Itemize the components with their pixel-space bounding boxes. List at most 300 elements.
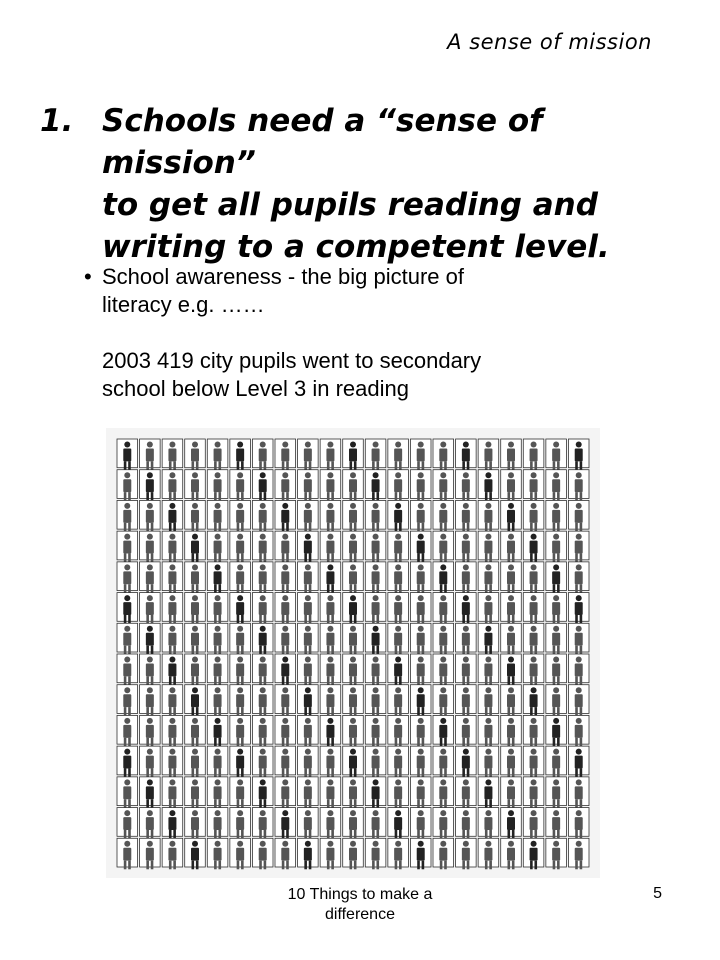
pupil-figure-icon (456, 808, 477, 839)
pupil-figure-icon (478, 685, 499, 716)
pupil-figure-icon (298, 685, 319, 716)
pupil-figure-icon (320, 623, 341, 654)
pupil-figure-icon (343, 562, 364, 593)
pupil-figure-icon (343, 470, 364, 501)
pupil-figure-icon (478, 654, 499, 685)
pupil-figure-icon (523, 715, 544, 746)
pupil-figure-icon (478, 715, 499, 746)
pupil-figure-icon (523, 623, 544, 654)
pupil-figure-icon (546, 562, 567, 593)
pupil-figure-icon (546, 777, 567, 808)
page-number: 5 (653, 885, 662, 902)
pupil-figure-icon (230, 470, 251, 501)
pupil-figure-icon (298, 623, 319, 654)
pupil-figure-icon (320, 746, 341, 777)
pupil-figure-icon (456, 746, 477, 777)
pupil-figure-icon (388, 623, 409, 654)
pupil-figure-icon (252, 470, 273, 501)
pupil-figure-icon (117, 654, 138, 685)
pupil-figure-icon (433, 593, 454, 624)
pupil-figure-icon (365, 838, 386, 869)
pupil-figure-icon (410, 531, 431, 562)
pupil-figure-icon (546, 715, 567, 746)
heading-number: 1. (40, 103, 74, 139)
pupil-figure-icon (140, 838, 161, 869)
pupil-figure-icon (456, 623, 477, 654)
pupil-figure-icon (207, 562, 228, 593)
pupil-figure-icon (140, 593, 161, 624)
pupil-figure-icon (320, 500, 341, 531)
pupil-figure-icon (433, 685, 454, 716)
pupil-figure-icon (252, 838, 273, 869)
pupil-figure-icon (230, 746, 251, 777)
pupil-figure-icon (320, 562, 341, 593)
pupil-figure-icon (410, 777, 431, 808)
pupil-figure-icon (433, 623, 454, 654)
pupil-figure-icon (568, 562, 589, 593)
pupil-figure-icon (388, 439, 409, 470)
pupil-figure-icon (456, 500, 477, 531)
pupil-figure-icon (275, 623, 296, 654)
pupil-figure-icon (433, 500, 454, 531)
pupil-figure-icon (388, 777, 409, 808)
pupil-figure-icon (117, 777, 138, 808)
pupil-figure-icon (501, 531, 522, 562)
pupil-figure-icon (207, 654, 228, 685)
pupil-figure-icon (410, 593, 431, 624)
pupil-figure-icon (568, 685, 589, 716)
pupil-figure-icon (207, 500, 228, 531)
pupil-figure-icon (568, 654, 589, 685)
pupil-figure-icon (117, 593, 138, 624)
pupil-figure-icon (140, 531, 161, 562)
pupil-figure-icon (523, 777, 544, 808)
pupil-figure-icon (230, 838, 251, 869)
pupil-figure-icon (117, 685, 138, 716)
pupil-figure-icon (117, 715, 138, 746)
pupil-grid-svg (106, 428, 600, 878)
pupil-figure-icon (523, 654, 544, 685)
pupil-figure-icon (140, 470, 161, 501)
pupil-figure-icon (162, 439, 183, 470)
bullet-marker: • (84, 264, 92, 289)
heading-line-1: Schools need a “sense of mission” (102, 103, 543, 181)
pupil-figure-icon (298, 808, 319, 839)
pupil-figure-icon (162, 808, 183, 839)
pupil-figure-icon (546, 654, 567, 685)
pupil-figure-icon (343, 838, 364, 869)
pupil-figure-icon (501, 500, 522, 531)
pupil-figure-icon (230, 623, 251, 654)
pupil-figure-icon (388, 500, 409, 531)
pupil-figure-icon (501, 654, 522, 685)
pupil-figure-icon (433, 531, 454, 562)
pupil-figure-icon (568, 623, 589, 654)
pupil-figure-icon (343, 654, 364, 685)
pupil-figure-icon (388, 531, 409, 562)
pupil-figure-icon (162, 654, 183, 685)
pupil-figure-icon (275, 808, 296, 839)
pupil-figure-icon (230, 777, 251, 808)
pupil-figure-icon (388, 715, 409, 746)
pupil-figure-icon (433, 715, 454, 746)
pupil-figure-icon (365, 531, 386, 562)
pupil-figure-icon (230, 500, 251, 531)
pupil-figure-icon (162, 623, 183, 654)
pupil-figure-icon (140, 623, 161, 654)
pupil-figure-icon (117, 500, 138, 531)
pupil-figure-icon (546, 746, 567, 777)
pupil-figure-icon (140, 654, 161, 685)
pupil-figure-icon (207, 439, 228, 470)
footer-line-1: 10 Things to make a (287, 886, 433, 903)
pupil-figure-icon (478, 593, 499, 624)
pupil-figure-icon (456, 715, 477, 746)
pupil-figure-icon (433, 439, 454, 470)
pupil-figure-icon (478, 746, 499, 777)
pupil-figure-icon (207, 808, 228, 839)
pupil-figure-icon (388, 746, 409, 777)
pupil-figure-icon (523, 531, 544, 562)
pupil-figure-icon (365, 746, 386, 777)
pupil-figure-icon (252, 531, 273, 562)
pupil-figure-icon (298, 715, 319, 746)
pupil-figure-icon (185, 439, 206, 470)
pupil-figure-icon (117, 531, 138, 562)
pupil-figure-icon (343, 623, 364, 654)
pupil-figure-icon (365, 439, 386, 470)
pupil-figure-icon (410, 746, 431, 777)
pupil-figure-icon (207, 593, 228, 624)
pupil-figure-icon (275, 838, 296, 869)
pupil-figure-icon (140, 562, 161, 593)
pupil-figure-icon (207, 531, 228, 562)
pupil-figure-icon (320, 470, 341, 501)
pupil-figure-icon (410, 562, 431, 593)
pupil-figure-icon (523, 838, 544, 869)
pupil-figure-icon (568, 531, 589, 562)
pupil-figure-icon (410, 439, 431, 470)
bullet-line-2: literacy e.g. …… (102, 292, 265, 317)
pupil-figure-icon (523, 593, 544, 624)
pupil-figure-icon (501, 808, 522, 839)
pupil-figure-icon (501, 593, 522, 624)
pupil-figure-icon (568, 838, 589, 869)
pupil-figure-icon (365, 500, 386, 531)
pupil-figure-icon (388, 838, 409, 869)
pupil-figure-icon (320, 808, 341, 839)
pupil-figure-icon (298, 838, 319, 869)
pupil-figure-icon (207, 623, 228, 654)
pupil-figure-icon (275, 439, 296, 470)
pupil-figure-icon (207, 777, 228, 808)
pupil-figure-icon (478, 808, 499, 839)
footer-title (250, 885, 470, 925)
pupil-figure-icon (388, 685, 409, 716)
pupil-figure-icon (365, 470, 386, 501)
pupil-figure-icon (568, 500, 589, 531)
pupil-figure-icon (275, 562, 296, 593)
pupil-figure-icon (275, 470, 296, 501)
pupil-figure-icon (162, 500, 183, 531)
pupil-figure-icon (410, 715, 431, 746)
pupil-figure-icon (117, 808, 138, 839)
pupil-figure-icon (162, 777, 183, 808)
pupil-figure-icon (365, 808, 386, 839)
pupil-figure-icon (433, 808, 454, 839)
bullet-line-4: school below Level 3 in reading (102, 376, 409, 401)
pupil-figure-icon (523, 500, 544, 531)
pupil-figure-icon (365, 715, 386, 746)
pupil-figure-icon (478, 470, 499, 501)
pupil-figure-icon (320, 531, 341, 562)
pupil-figure-icon (523, 439, 544, 470)
pupil-figure-icon (568, 439, 589, 470)
pupil-figure-icon (501, 838, 522, 869)
pupil-figure-icon (433, 654, 454, 685)
pupil-figure-icon (117, 562, 138, 593)
pupil-figure-icon (298, 470, 319, 501)
pupil-figure-icon (501, 470, 522, 501)
pupil-figure-icon (320, 685, 341, 716)
pupil-figure-icon (478, 562, 499, 593)
pupil-figure-icon (162, 685, 183, 716)
pupil-figure-icon (456, 777, 477, 808)
pupil-figure-icon (523, 470, 544, 501)
pupil-figure-icon (252, 623, 273, 654)
pupil-figure-icon (230, 685, 251, 716)
pupil-figure-icon (456, 562, 477, 593)
pupil-figure-icon (117, 439, 138, 470)
pupil-figure-icon (365, 593, 386, 624)
bullet-point (84, 263, 604, 403)
pupil-figure-icon (117, 838, 138, 869)
pupil-figure-icon (456, 439, 477, 470)
pupil-figure-icon (523, 808, 544, 839)
pupil-figure-icon (523, 562, 544, 593)
pupil-figure-icon (162, 746, 183, 777)
pupil-figure-icon (478, 439, 499, 470)
pupil-figure-icon (568, 470, 589, 501)
pupil-figure-icon (298, 500, 319, 531)
pupil-figure-icon (117, 623, 138, 654)
pupil-figure-icon (501, 746, 522, 777)
pupil-figure-icon (388, 654, 409, 685)
pupil-figure-icon (433, 470, 454, 501)
pupil-figure-icon (343, 685, 364, 716)
pupil-figure-icon (365, 654, 386, 685)
bullet-line-1: School awareness - the big picture of (102, 264, 464, 289)
pupil-figure-icon (230, 531, 251, 562)
pupil-figure-icon (388, 470, 409, 501)
pupil-figure-icon (456, 685, 477, 716)
pupil-figure-icon (456, 531, 477, 562)
pupil-figure-icon (207, 746, 228, 777)
pupil-figure-icon (410, 838, 431, 869)
pupil-grid-figure (106, 428, 600, 878)
pupil-figure-icon (501, 715, 522, 746)
pupil-figure-icon (343, 439, 364, 470)
pupil-figure-icon (410, 654, 431, 685)
bullet-line-3: 2003 419 city pupils went to secondary (102, 348, 482, 373)
pupil-figure-icon (523, 685, 544, 716)
pupil-figure-icon (230, 562, 251, 593)
pupil-figure-icon (343, 746, 364, 777)
pupil-figure-icon (230, 808, 251, 839)
pupil-figure-icon (252, 715, 273, 746)
pupil-figure-icon (252, 562, 273, 593)
pupil-figure-icon (185, 685, 206, 716)
pupil-figure-icon (365, 623, 386, 654)
pupil-figure-icon (320, 593, 341, 624)
heading-line-2: to get all pupils reading and (102, 187, 598, 223)
pupil-figure-icon (546, 623, 567, 654)
pupil-figure-icon (252, 746, 273, 777)
pupil-figure-icon (365, 685, 386, 716)
pupil-figure-icon (320, 654, 341, 685)
pupil-figure-icon (546, 808, 567, 839)
pupil-figure-icon (568, 746, 589, 777)
pupil-figure-icon (568, 593, 589, 624)
pupil-figure-icon (478, 500, 499, 531)
pupil-figure-icon (433, 562, 454, 593)
pupil-figure-icon (320, 777, 341, 808)
pupil-figure-icon (230, 439, 251, 470)
pupil-figure-icon (252, 685, 273, 716)
pupil-figure-icon (252, 808, 273, 839)
pupil-figure-icon (523, 746, 544, 777)
pupil-figure-icon (568, 777, 589, 808)
pupil-figure-icon (343, 500, 364, 531)
pupil-figure-icon (343, 593, 364, 624)
pupil-figure-icon (410, 623, 431, 654)
pupil-figure-icon (298, 777, 319, 808)
pupil-figure-icon (478, 531, 499, 562)
pupil-figure-icon (343, 531, 364, 562)
pupil-figure-icon (185, 500, 206, 531)
pupil-figure-icon (275, 654, 296, 685)
pupil-figure-icon (117, 746, 138, 777)
pupil-figure-icon (275, 746, 296, 777)
pupil-figure-icon (185, 777, 206, 808)
pupil-figure-icon (298, 654, 319, 685)
pupil-figure-icon (252, 439, 273, 470)
pupil-figure-icon (207, 715, 228, 746)
pupil-figure-icon (162, 470, 183, 501)
pupil-figure-icon (275, 715, 296, 746)
pupil-figure-icon (546, 685, 567, 716)
pupil-figure-icon (162, 593, 183, 624)
pupil-figure-icon (185, 562, 206, 593)
pupil-figure-icon (185, 715, 206, 746)
pupil-figure-icon (298, 439, 319, 470)
pupil-figure-icon (207, 838, 228, 869)
pupil-figure-icon (207, 685, 228, 716)
pupil-figure-icon (185, 838, 206, 869)
pupil-figure-icon (298, 593, 319, 624)
pupil-figure-icon (433, 746, 454, 777)
pupil-figure-icon (478, 623, 499, 654)
pupil-figure-icon (320, 715, 341, 746)
pupil-figure-icon (456, 838, 477, 869)
pupil-figure-icon (501, 623, 522, 654)
pupil-figure-icon (410, 685, 431, 716)
pupil-figure-icon (185, 654, 206, 685)
pupil-figure-icon (501, 685, 522, 716)
pupil-figure-icon (230, 654, 251, 685)
pupil-figure-icon (546, 470, 567, 501)
pupil-figure-icon (140, 777, 161, 808)
pupil-figure-icon (410, 470, 431, 501)
pupil-figure-icon (298, 531, 319, 562)
pupil-figure-icon (501, 562, 522, 593)
pupil-figure-icon (275, 593, 296, 624)
pupil-figure-icon (365, 562, 386, 593)
pupil-figure-icon (501, 439, 522, 470)
pupil-figure-icon (230, 715, 251, 746)
pupil-figure-icon (162, 838, 183, 869)
pupil-figure-icon (140, 808, 161, 839)
pupil-figure-icon (456, 593, 477, 624)
pupil-figure-icon (230, 593, 251, 624)
pupil-figure-icon (162, 562, 183, 593)
pupil-figure-icon (185, 593, 206, 624)
pupil-figure-icon (568, 808, 589, 839)
pupil-figure-icon (252, 593, 273, 624)
pupil-figure-icon (185, 808, 206, 839)
pupil-figure-icon (546, 531, 567, 562)
pupil-figure-icon (410, 500, 431, 531)
main-heading (40, 100, 680, 268)
pupil-figure-icon (140, 685, 161, 716)
footer-line-2: difference (325, 906, 395, 923)
pupil-figure-icon (433, 777, 454, 808)
pupil-figure-icon (140, 500, 161, 531)
pupil-figure-icon (456, 654, 477, 685)
pupil-figure-icon (298, 562, 319, 593)
pupil-figure-icon (478, 838, 499, 869)
pupil-figure-icon (456, 470, 477, 501)
pupil-figure-icon (140, 715, 161, 746)
pupil-figure-icon (388, 562, 409, 593)
pupil-figure-icon (568, 715, 589, 746)
pupil-figure-icon (252, 500, 273, 531)
heading-line-3: writing to a competent level. (102, 229, 610, 265)
pupil-figure-icon (140, 439, 161, 470)
pupil-figure-icon (207, 470, 228, 501)
pupil-figure-icon (275, 777, 296, 808)
pupil-figure-icon (546, 500, 567, 531)
pupil-figure-icon (388, 808, 409, 839)
pupil-figure-icon (275, 531, 296, 562)
slide-corner-title: A sense of mission (447, 30, 652, 54)
pupil-figure-icon (343, 715, 364, 746)
pupil-figure-icon (320, 439, 341, 470)
pupil-figure-icon (252, 777, 273, 808)
pupil-figure-icon (275, 500, 296, 531)
pupil-figure-icon (162, 715, 183, 746)
pupil-figure-icon (546, 439, 567, 470)
pupil-figure-icon (320, 838, 341, 869)
pupil-figure-icon (185, 531, 206, 562)
pupil-figure-icon (140, 746, 161, 777)
pupil-figure-icon (546, 593, 567, 624)
pupil-figure-icon (546, 838, 567, 869)
pupil-figure-icon (365, 777, 386, 808)
pupil-figure-icon (343, 777, 364, 808)
pupil-figure-icon (410, 808, 431, 839)
pupil-figure-icon (117, 470, 138, 501)
